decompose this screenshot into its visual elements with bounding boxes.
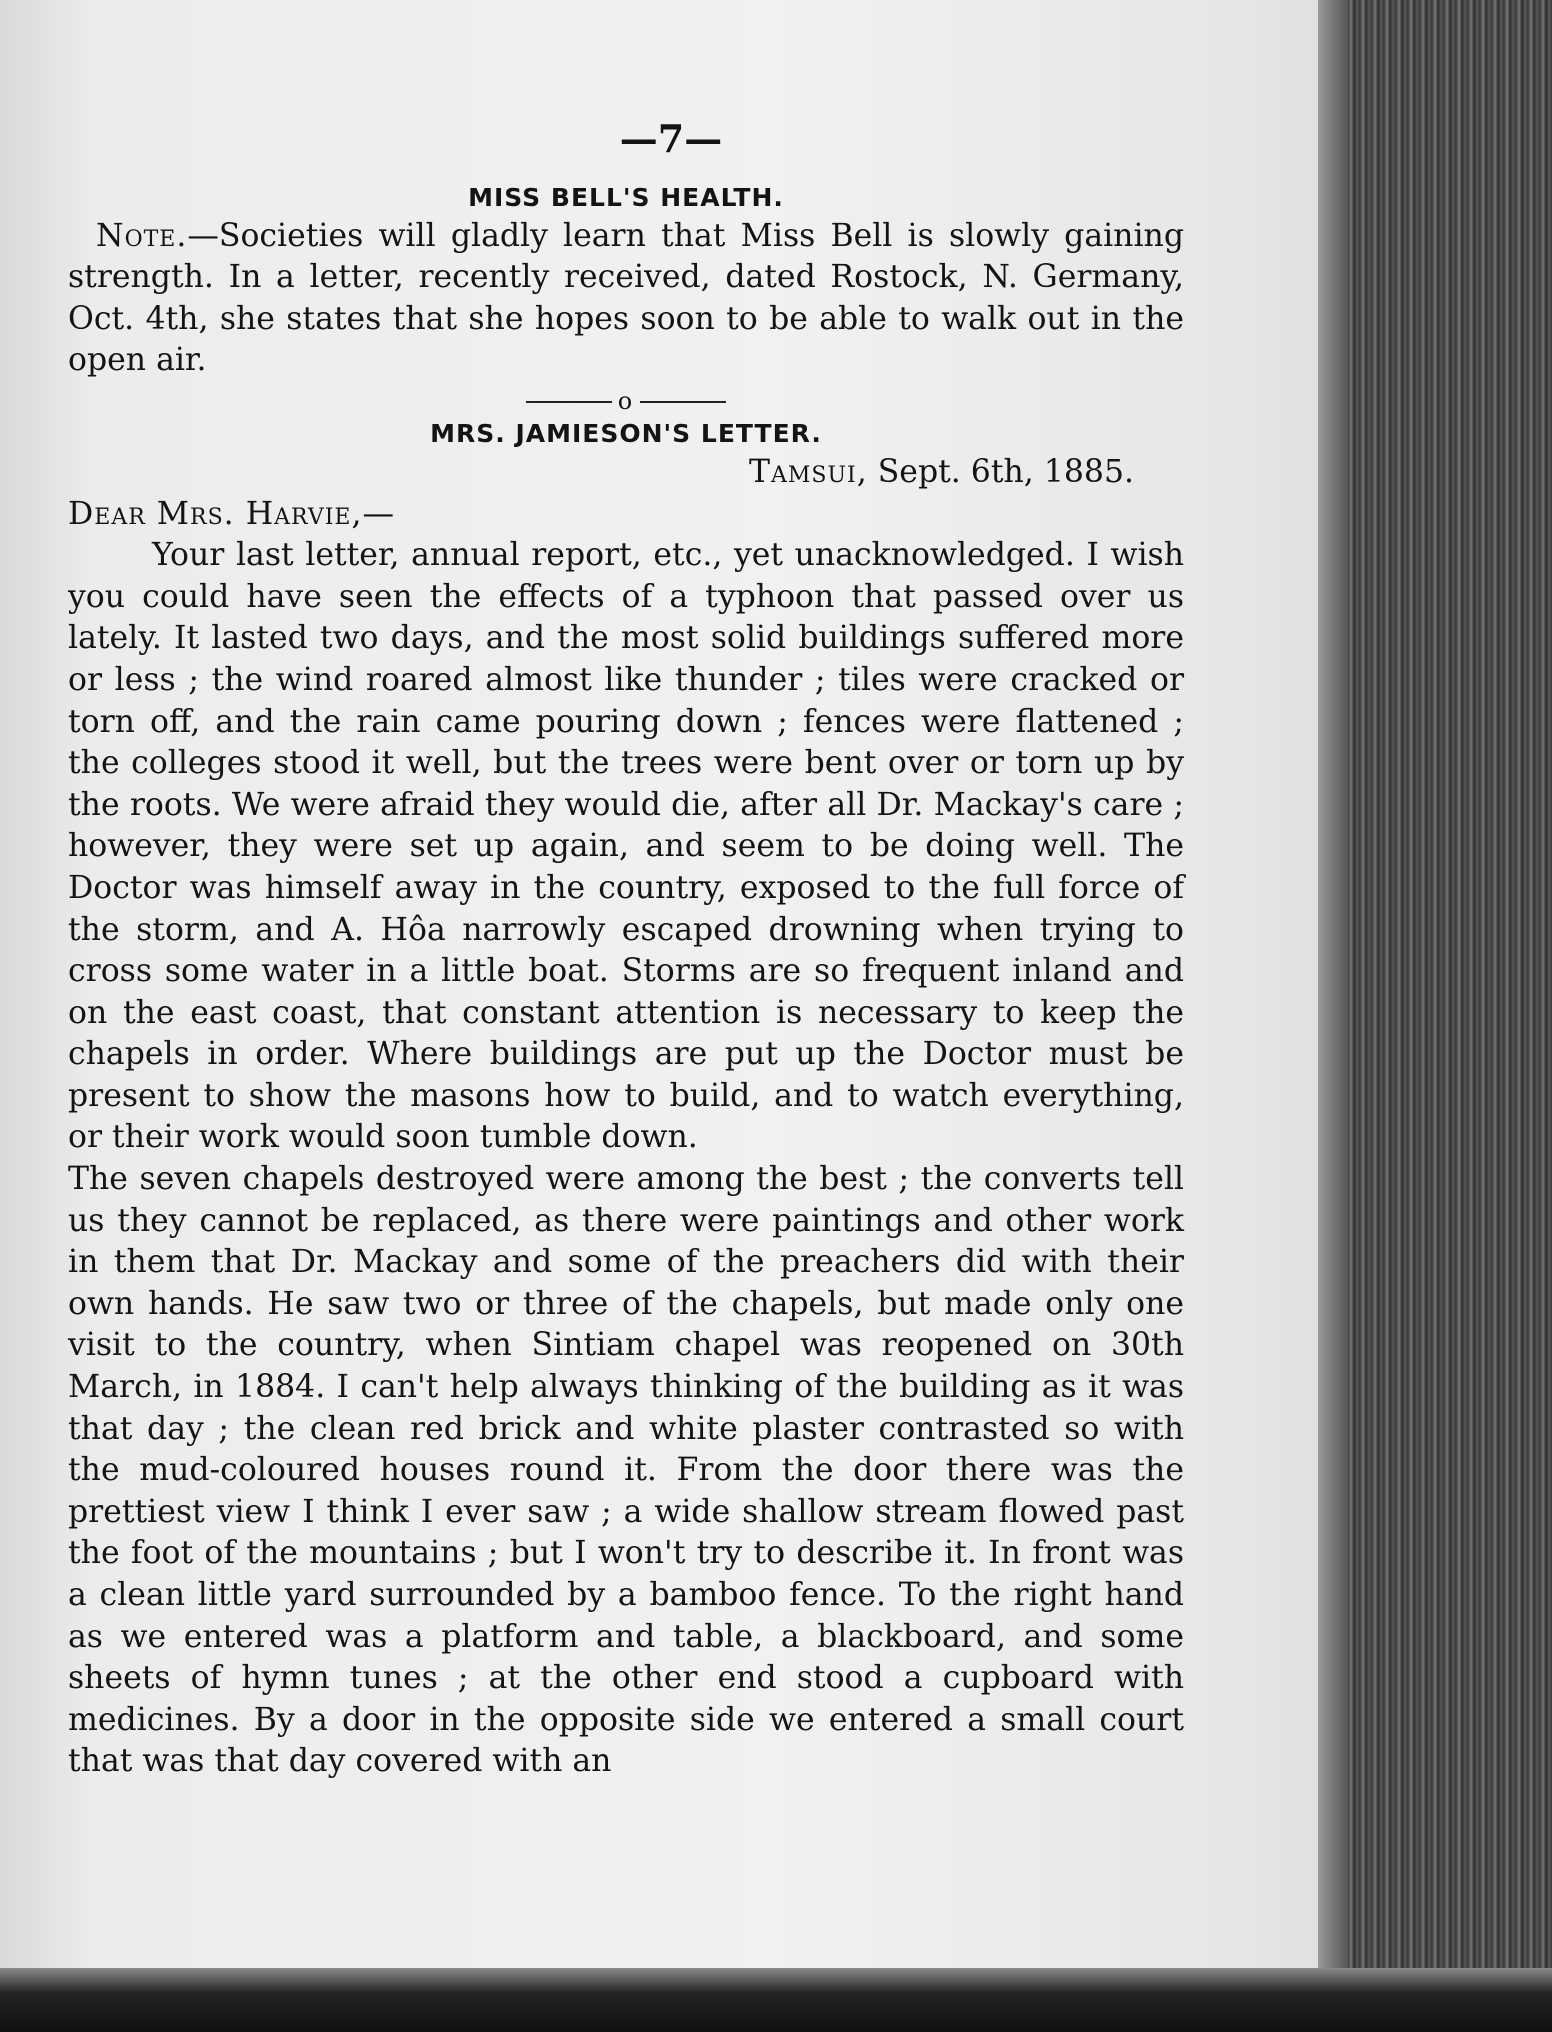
book-page-edges: [1318, 0, 1552, 2032]
note-label: Note.: [96, 217, 188, 254]
letter-paragraph-2: The seven chapels destroyed were among the best ; the converts tell us they cannot be replaced, as there were paintings and other work in them that Dr. Mackay and some of the preachers did with their own hands. He saw two or three of the chapels, but made only one visit to the country, when Sintiam chapel was reopened on 30th March, in 1884. I can't help always thinking of the building as it was that day ; the clean red brick and white plaster contrasted so with the mud-coloured houses round it. From the door there was the prettiest view I think I ever saw ; a wide shallow stream flowed past the foot of the mountains ; but I won't try to describe it. In front was a clean little yard surrounded by a bamboo fence. To the right hand as we entered was a platform and table, a blackboard, and some sheets of hymn tunes ; at the other end stood a cupboard with medicines. By a door in the opposite side we entered a small court that was that day covered with an: [68, 1161, 1184, 1780]
divider-rule-left: [526, 401, 612, 403]
page-number: —7—: [619, 116, 723, 161]
page-text: [68, 118, 1184, 1783]
dateline-place: Tamsui,: [748, 453, 868, 490]
heading-miss-bell: MISS BELL'S HEALTH.: [468, 182, 784, 212]
note-body: —Societies will gladly learn that Miss Bell is slowly gaining strength. In a letter, recently received, dated Rostock, N. Germany, Oct. 4th, she states that she hopes soon to be able to walk out in the open air.: [68, 217, 1184, 379]
divider-mark: o: [617, 386, 635, 415]
section-divider: [68, 386, 1184, 416]
bottom-shadow: [0, 1968, 1552, 2032]
heading-jamieson-letter: MRS. JAMIESON'S LETTER.: [430, 418, 822, 448]
divider-rule-right: [640, 401, 726, 403]
dateline-date: Sept. 6th, 1885.: [867, 453, 1134, 490]
letter-paragraph-1: Your last letter, annual report, etc., yet unacknowledged. I wish you could have seen the effects of a typhoon that passed over us lately. It lasted two days, and the most solid buildings suffered more or less ; the wind roared almost like thunder ; tiles were cracked or torn off, and the rain came pouring down ; fences were flattened ; the colleges stood it well, but the trees were bent over or torn up by the roots. We were afraid they would die, after all Dr. Mackay's care ; however, they were set up again, and seem to be doing well. The Doctor was himself away in the country, exposed to the full force of the storm, and A. Hôa narrowly escaped drowning when trying to cross some water in a little boat. Storms are so frequent inland and on the east coast, that constant attention is necessary to keep the chapels in order. Where buildings are put up the Doctor must be present to show the masons how to build, and to watch everything, or their work would soon tumble down.: [68, 537, 1184, 1156]
salutation: Dear Mrs. Harvie,—: [68, 495, 395, 532]
dateline: [68, 452, 1184, 494]
note-paragraph: [68, 216, 1184, 382]
